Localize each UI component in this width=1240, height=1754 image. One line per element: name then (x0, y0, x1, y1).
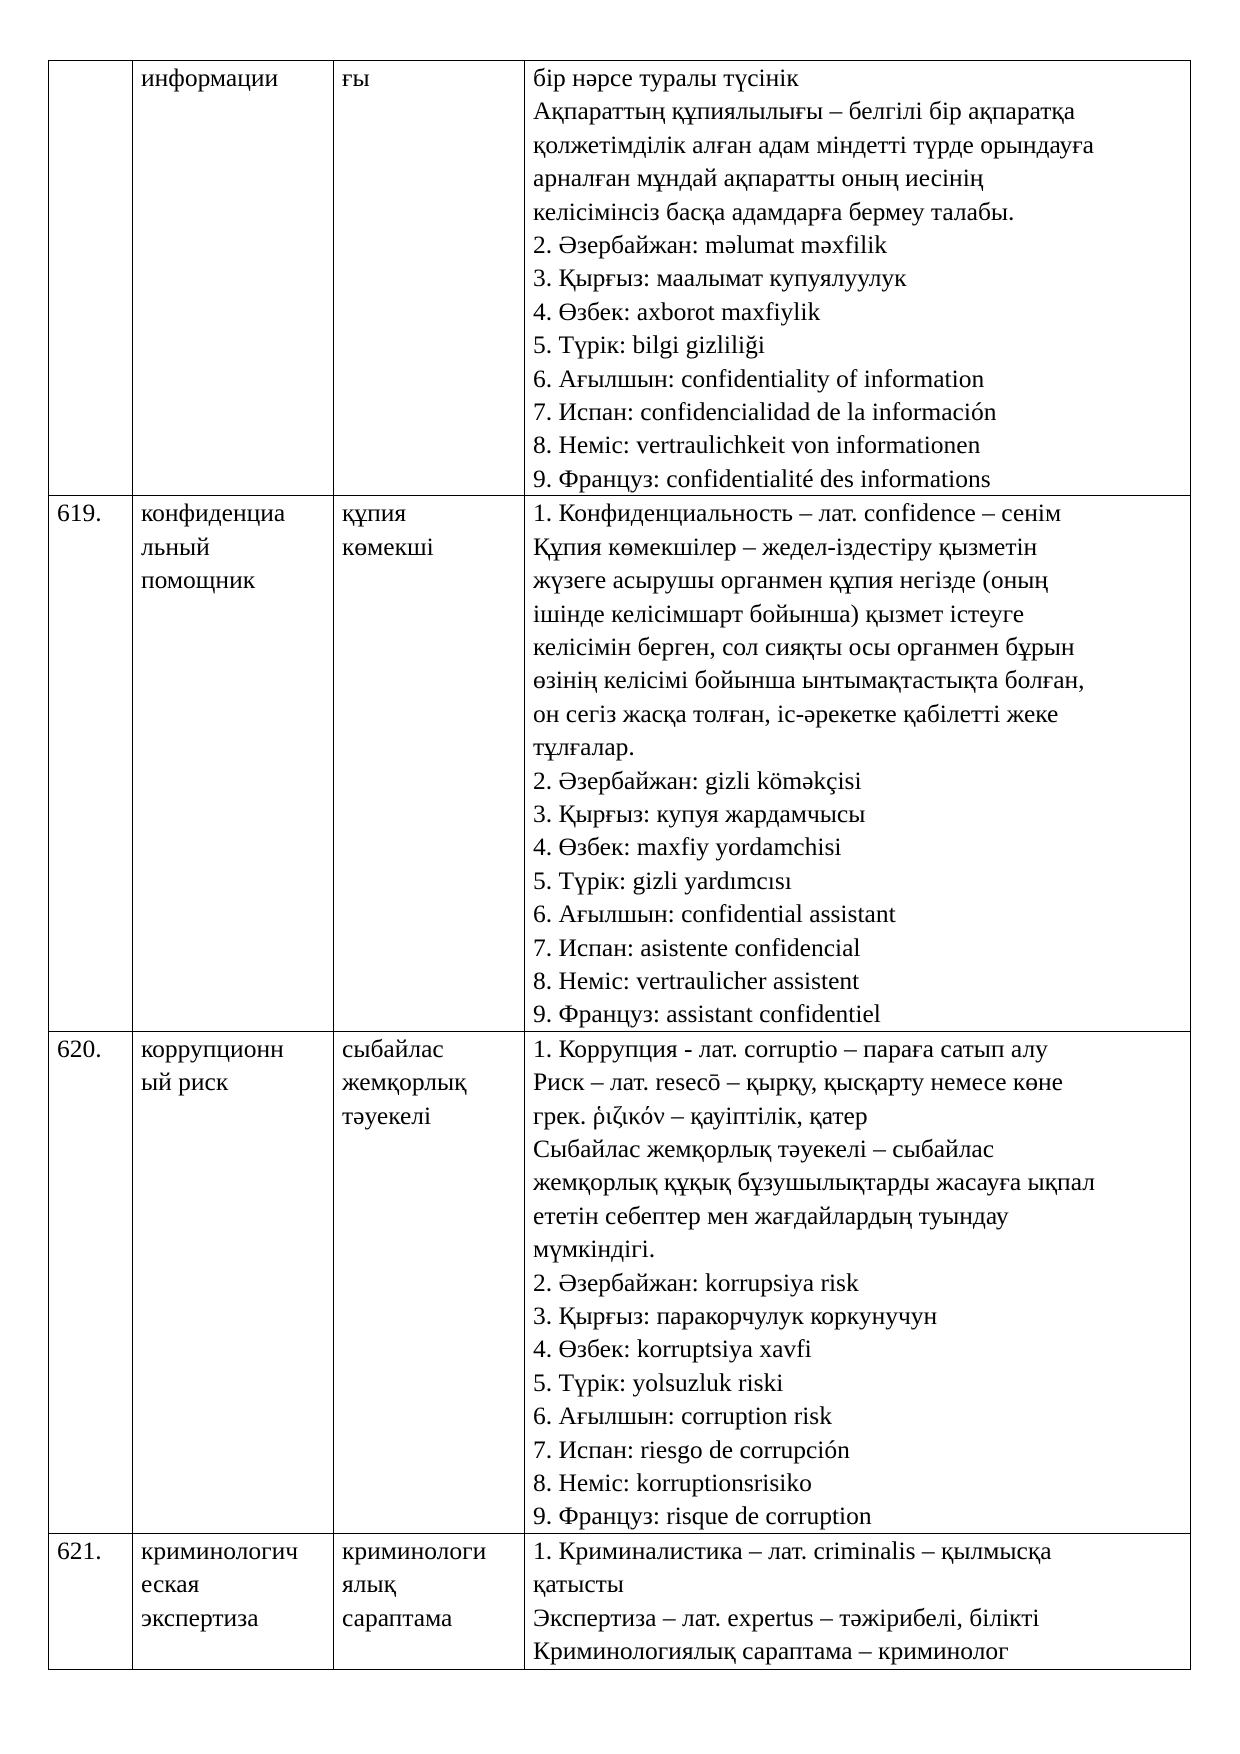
definition-line: 9. Француз: risque de corruption (533, 1501, 872, 1531)
russian-term (133, 1533, 334, 1669)
term-line: еская (141, 1569, 200, 1599)
kazakh-term (334, 1533, 525, 1669)
definition (525, 1533, 1191, 1669)
definition-line: ішінде келісімшарт бойынша) қызмет істеуге (533, 598, 1025, 628)
definition-line: 6. Ағылшын: corruption risk (533, 1401, 832, 1431)
definition-line: бір нәрсе туралы түсінік (533, 63, 799, 92)
definition-line: 6. Ағылшын: confidential assistant (533, 899, 896, 929)
table-row (49, 1031, 1191, 1533)
kazakh-term (334, 1031, 525, 1533)
definition-line: тұлғалар. (533, 732, 635, 762)
dictionary-table (48, 60, 1191, 1670)
definition-line: грек. ῥιζικόν – қауіптілік, қатер (533, 1100, 868, 1130)
definition-line: қатысты (533, 1569, 624, 1599)
definition-line: 5. Түрік: gizli yardımcısı (533, 865, 792, 895)
term-line: жемқорлық (342, 1067, 467, 1097)
definition-line: Риск – лат. resecō – қырқу, қысқарту немесе көне (533, 1067, 1063, 1097)
definition-line: қолжетімділік алған адам міндетті түрде орындауға (533, 129, 1094, 159)
definition-line: өзінің келісімі бойынша ынтымақтастықта болған, (533, 665, 1085, 695)
term-line: коррупционн (141, 1033, 284, 1063)
term-line: сыбайлас (342, 1033, 444, 1063)
definition-line: 3. Қырғыз: купуя жардамчысы (533, 798, 866, 828)
definition-line: 4. Өзбек: korruptsiya xavfi (533, 1334, 812, 1364)
term-line: криминологич (141, 1535, 299, 1565)
definition-line: жемқорлық құқық бұзушылықтарды жасауға ықпал (533, 1167, 1095, 1197)
definition-line: арналған мұндай ақпаратты оның иесінің (533, 163, 984, 193)
definition-line: ететін себептер мен жағдайлардың туындау (533, 1200, 1009, 1230)
definition-line: 7. Испан: confidencialidad de la información (533, 397, 997, 427)
entry-number: 619. (49, 496, 133, 1032)
definition-line: мүмкіндігі. (533, 1234, 656, 1264)
definition-line: 4. Өзбек: axborot maxfiylik (533, 296, 821, 326)
kazakh-term (334, 496, 525, 1032)
definition-line: он сегіз жасқа толған, іс-әрекетке қабілетті жеке (533, 698, 1059, 728)
definition (525, 61, 1191, 496)
term-line: ғы (342, 63, 370, 92)
table-row (49, 496, 1191, 1032)
term-line: криминологи (342, 1535, 487, 1565)
definition-line: 2. Әзербайжан: korrupsiya risk (533, 1267, 859, 1297)
definition-line: Экспертиза – лат. expertus – тәжірибелі, білікті (533, 1602, 1040, 1632)
definition (525, 1031, 1191, 1533)
definition-line: 8. Неміс: vertraulichkeit von informationen (533, 430, 981, 460)
entry-number: 621. (49, 1533, 133, 1669)
definition-line: 1. Коррупция - лат. corruptio – параға сатып алу (533, 1033, 1048, 1063)
term-line: экспертиза (141, 1602, 259, 1632)
definition-line: келісімін берген, сол сияқты осы органмен бұрын (533, 631, 1075, 661)
definition-line: Құпия көмекшілер – жедел-іздестіру қызметін (533, 531, 1038, 561)
term-line: тәуекелі (342, 1100, 432, 1130)
entry-number: 620. (49, 1031, 133, 1533)
term-line: сараптама (342, 1602, 453, 1632)
term-line: ялық (342, 1569, 396, 1599)
definition-line: 1. Конфиденциальность – лат. confidence – сенім (533, 498, 1062, 528)
definition (525, 496, 1191, 1032)
definition-line: 5. Түрік: yolsuzluk riski (533, 1367, 784, 1397)
definition-line: жүзеге асырушы органмен құпия негізде (оның (533, 565, 1049, 595)
definition-line: Сыбайлас жемқорлық тәуекелі – сыбайлас (533, 1134, 995, 1163)
definition-line: 4. Өзбек: maxfiy yordamchisi (533, 832, 842, 862)
definition-line: 2. Әзербайжан: gizli köməkçisi (533, 765, 862, 795)
definition-line: Ақпараттың құпиялылығы – белгілі бір ақпаратқа (533, 96, 1076, 126)
definition-line: 3. Қырғыз: маалымат купуялуулук (533, 263, 907, 293)
definition-line: 9. Француз: confidentialité des informations (533, 463, 991, 493)
definition-line: 1. Криминалистика – лат. criminalis – қылмысқа (533, 1535, 1052, 1565)
definition-line: 6. Ағылшын: confidentiality of information (533, 363, 985, 393)
russian-term (133, 61, 334, 496)
term-line: конфиденциа (141, 498, 286, 528)
definition-line: 8. Неміс: korruptionsrisiko (533, 1468, 812, 1498)
definition-line: Криминологиялық сараптама – криминолог (533, 1636, 1009, 1666)
definition-line: 5. Түрік: bilgi gizliliği (533, 330, 765, 360)
table-row (49, 1533, 1191, 1669)
definition-line: 7. Испан: asistente confidencial (533, 932, 861, 962)
definition-line: 8. Неміс: vertraulicher assistent (533, 965, 860, 995)
term-line: информации (141, 63, 279, 92)
term-line: ый риск (141, 1067, 229, 1097)
kazakh-term (334, 61, 525, 496)
definition-line: 9. Француз: assistant confidentiel (533, 999, 881, 1029)
russian-term (133, 496, 334, 1032)
table-row (49, 61, 1191, 496)
entry-number (49, 61, 133, 496)
definition-line: келісімінсіз басқа адамдарға бермеу талабы. (533, 196, 1015, 226)
definition-line: 3. Қырғыз: паракорчулук коркунучун (533, 1301, 938, 1331)
definition-line: 7. Испан: riesgo de corrupción (533, 1434, 850, 1464)
term-line: помощник (141, 565, 256, 595)
term-line: көмекші (342, 531, 434, 561)
term-line: льный (141, 531, 210, 561)
definition-line: 2. Әзербайжан: məlumat məxfilik (533, 230, 888, 260)
russian-term (133, 1031, 334, 1533)
term-line: құпия (342, 498, 407, 528)
